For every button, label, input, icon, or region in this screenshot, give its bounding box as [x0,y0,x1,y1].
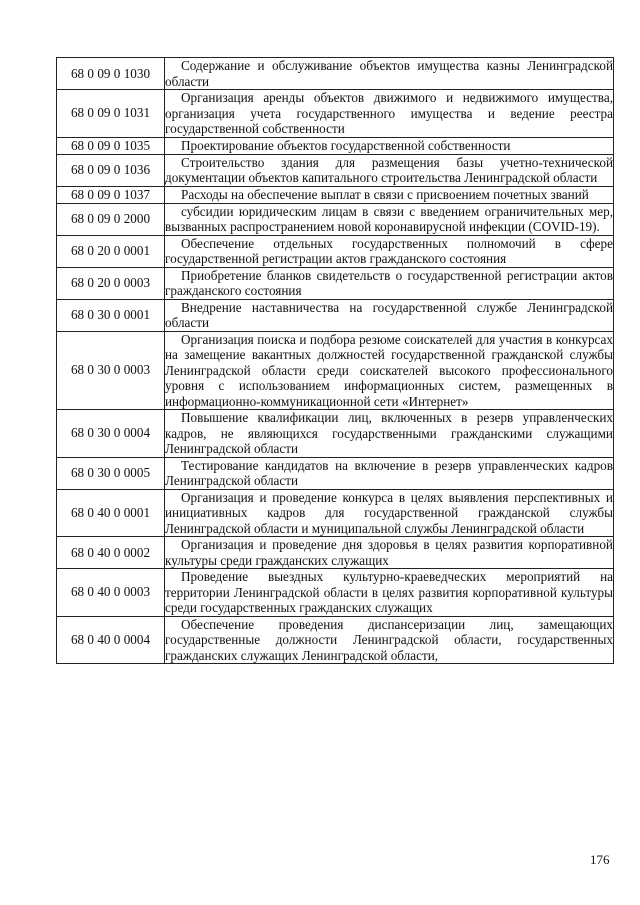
row-description: Расходы на обеспечение выплат в связи с присвоением почетных званий [165,186,614,203]
table-row [57,537,614,569]
page-number: 176 [590,852,610,867]
table-row [57,489,614,537]
table-row [57,137,614,154]
row-description: Обеспечение отдельных государственных полномочий в сфере государственной регистрации актов гражданского состояния [165,235,613,266]
table-row [57,616,614,664]
row-code: 68 0 30 0 0004 [57,410,165,458]
row-code: 68 0 40 0 0004 [57,616,165,664]
row-code: 68 0 09 0 1035 [57,137,165,154]
table-row [57,90,614,138]
row-description: Организация аренды объектов движимого и недвижимого имущества, организация учета государственного имущества и ведение реестра государственной собственности [165,90,613,136]
row-description: Проведение выездных культурно-краеведческих мероприятий на территории Ленинградской области в целях развития корпоративной культуры среди государственных гражданских служащих [165,569,613,615]
row-code: 68 0 09 0 1031 [57,90,165,138]
table-row [57,331,614,410]
row-code: 68 0 09 0 1030 [57,58,165,90]
table-row [57,457,614,489]
row-description: Строительство здания для размещения базы учетно-технической документации объектов капитального строительства Ленинградской области [165,154,613,185]
row-code: 68 0 40 0 0002 [57,537,165,569]
row-description: Организация и проведение конкурса в целях выявления перспективных и инициативных кадров для государственной гражданской службы Ленинградской области и муниципальной службы Ленинградской области [165,489,613,536]
row-description: Обеспечение проведения диспансеризации лиц, замещающих государственные должности Ленинградской области, государственных гражданских служащих Ленинградской области, [165,616,613,663]
row-code: 68 0 30 0 0003 [57,331,165,410]
table-row [57,569,614,617]
row-code: 68 0 09 0 1037 [57,186,165,203]
row-code: 68 0 30 0 0001 [57,299,165,331]
row-description: Внедрение наставничества на государственной службе Ленинградской области [165,299,613,330]
document-page [56,57,614,664]
row-description: Организация поиска и подбора резюме соискателей для участия в конкурсах на замещение вакантных должностей государственной гражданской службы Ленинградской области среди соискателей высокого профессионального уровня с использованием информационных систем, размещенных в информационно-коммуникационной сети «Интернет» [165,331,613,409]
row-code: 68 0 20 0 0003 [57,267,165,299]
table-row [57,410,614,458]
row-description: Содержание и обслуживание объектов имущества казны Ленинградской области [165,58,613,89]
row-description: Приобретение бланков свидетельств о государственной регистрации актов гражданского состояния [165,267,613,298]
table-body [57,58,614,664]
table-row [57,186,614,203]
table-row [57,203,614,235]
row-code: 68 0 30 0 0005 [57,457,165,489]
table-row [57,267,614,299]
row-code: 68 0 40 0 0003 [57,569,165,617]
row-description: Организация и проведение дня здоровья в целях развития корпоративной культуры среди гражданских служащих [165,537,613,568]
budget-code-table [56,57,614,664]
row-code: 68 0 09 0 2000 [57,203,165,235]
table-row [57,299,614,331]
row-description: субсидии юридическим лицам в связи с введением ограничительных мер, вызванных распространением новой коронавирусной инфекции (COVID-19). [165,203,613,234]
table-row [57,235,614,267]
row-description: Повышение квалификации лиц, включенных в резерв управленческих кадров, не являющихся государственными гражданскими служащими Ленинградской области [165,410,613,456]
table-row [57,58,614,90]
row-description: Тестирование кандидатов на включение в резерв управленческих кадров Ленинградской области [165,457,613,488]
row-code: 68 0 20 0 0001 [57,235,165,267]
row-code: 68 0 09 0 1036 [57,154,165,186]
row-code: 68 0 40 0 0001 [57,489,165,537]
table-row [57,154,614,186]
row-description: Проектирование объектов государственной собственности [165,137,614,154]
